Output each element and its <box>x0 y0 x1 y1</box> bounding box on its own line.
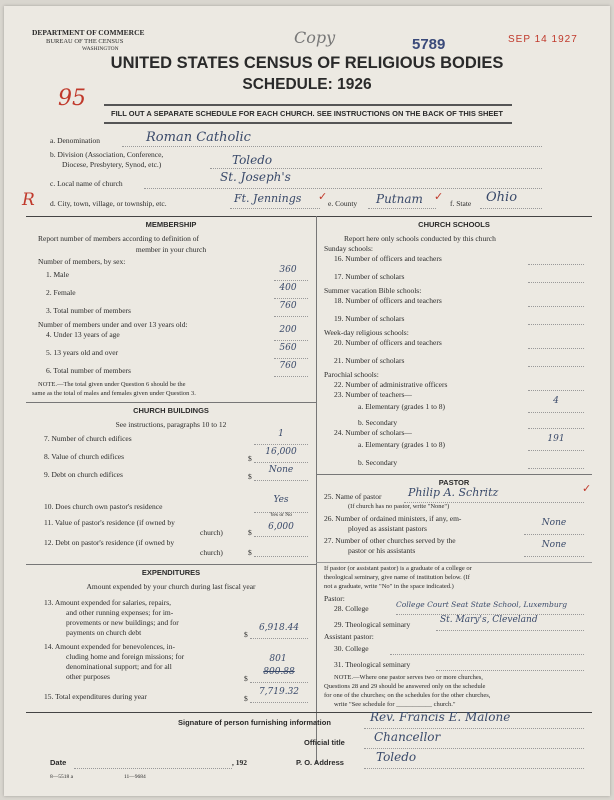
received-stamp: SEP 14 1927 <box>508 34 578 45</box>
graduate-note-3: not a graduate, write "No" in the space indicated.) <box>324 583 454 590</box>
schedule-number: 5789 <box>412 36 446 53</box>
q19-label: 19. Number of scholars <box>334 314 405 323</box>
q10-value: Yes <box>273 495 289 505</box>
membership-intro: Report number of members according to definition of <box>38 234 199 243</box>
q28-value: College Court Seat State School, Luxemburg <box>396 600 568 609</box>
age-label: Number of members under and over 13 years old: <box>38 320 188 329</box>
q24-label: 24. Number of scholars— <box>334 428 412 437</box>
expenditures-heading: EXPENDITURES <box>141 568 201 577</box>
q25-value: Philip A. Schritz <box>408 486 499 499</box>
q29-value: St. Mary's, Cleveland <box>440 615 538 625</box>
dept-label: DEPARTMENT OF COMMERCE <box>32 28 145 37</box>
q26-label: 26. Number of ordained ministers, if any, em- <box>324 514 462 523</box>
bureau-label: BUREAU OF THE CENSUS <box>46 38 124 45</box>
q13-label-4: payments on church debt <box>66 628 142 637</box>
q9-value: None <box>268 465 294 475</box>
q22-label: 22. Number of administrative officers <box>334 380 448 389</box>
denomination-value: Roman Catholic <box>146 130 251 145</box>
division-label-2: Diocese, Presbytery, Synod, etc.) <box>62 160 162 169</box>
expenditures-sub: Amount expended by your church during last fiscal year <box>86 582 256 591</box>
q4-label: 4. Under 13 years of age <box>46 330 120 339</box>
q13-label-2: and other running expenses; for im- <box>66 608 174 617</box>
q10-options: Yes or No <box>269 512 293 518</box>
q6-label: 6. Total number of members <box>46 366 131 375</box>
q5-label: 5. 13 years old and over <box>46 348 119 357</box>
parochial-label: Parochial schools: <box>324 370 379 379</box>
signature-label: Signature of person furnishing information <box>178 718 331 727</box>
assistant-label: Assistant pastor: <box>324 632 374 641</box>
pastor-label: Pastor: <box>324 594 345 603</box>
check-mark-icon: ✓ <box>434 191 444 203</box>
q11-value: 6,000 <box>268 522 294 532</box>
q29-label: 29. Theological seminary <box>334 620 411 629</box>
q16-label: 16. Number of officers and teachers <box>334 254 442 263</box>
q27-label-2: pastor or his assistants <box>348 546 416 555</box>
q18-label: 18. Number of officers and teachers <box>334 296 442 305</box>
weekday-label: Week-day religious schools: <box>324 328 409 337</box>
pastor-heading: PASTOR <box>438 478 470 487</box>
q17-label: 17. Number of scholars <box>334 272 405 281</box>
q27-label: 27. Number of other churches served by the <box>324 536 456 545</box>
instructions: FILL OUT A SEPARATE SCHEDULE FOR EACH CHURCH. SEE INSTRUCTIONS ON THE BACK OF THIS SHEET <box>111 109 503 118</box>
q1-value: 360 <box>279 265 297 275</box>
official-title-value: Chancellor <box>374 730 441 744</box>
county-label: e. County <box>328 199 358 208</box>
check-mark-icon: ✓ <box>582 483 592 495</box>
form-code-2: 11—9684 <box>124 774 146 780</box>
summer-label: Summer vacation Bible schools: <box>324 286 422 295</box>
county-value: Putnam <box>376 192 423 206</box>
q6-value: 760 <box>279 361 297 371</box>
date-year: , 192 <box>232 758 247 767</box>
copy-mark: Copy <box>294 28 336 47</box>
q14-label-3: denominational support; and for all <box>66 662 172 671</box>
by-sex-label: Number of members, by sex: <box>38 257 126 266</box>
q23b-label: b. Secondary <box>358 418 398 427</box>
q20-label: 20. Number of officers and teachers <box>334 338 442 347</box>
graduate-note-2: theological seminary, give name of institution below. (If <box>324 574 470 581</box>
q27-value: None <box>541 540 567 550</box>
q13-label: 13. Amount expended for salaries, repairs, <box>44 598 172 607</box>
q4-value: 200 <box>279 325 297 335</box>
page-title: UNITED STATES CENSUS OF RELIGIOUS BODIES <box>110 54 504 72</box>
q12-label: 12. Debt on pastor's residence (if owned by <box>44 538 175 547</box>
q8-value: 16,000 <box>265 447 297 457</box>
q24a-value: 191 <box>547 434 565 444</box>
q10-label: 10. Does church own pastor's residence <box>44 502 163 511</box>
state-value: Ohio <box>486 190 518 205</box>
membership-intro-2: member in your church <box>135 245 207 254</box>
q25-note: (If church has no pastor, write "None") <box>348 503 450 510</box>
q11-label: 11. Value of pastor's residence (if owned by <box>44 518 175 527</box>
q13-value: 6,918.44 <box>258 623 300 633</box>
q12-label-2: church) <box>200 548 223 557</box>
q24b-label: b. Secondary <box>358 458 398 467</box>
q3-label: 3. Total number of members <box>46 306 131 315</box>
q2-value: 400 <box>279 283 297 293</box>
q26-label-2: ployed as assistant pastors <box>348 524 427 533</box>
q14-label: 14. Amount expended for benevolences, in- <box>44 642 176 651</box>
graduate-note: If pastor (or assistant pastor) is a graduate of a college or <box>324 565 472 572</box>
q14-value-corrected: 801 <box>269 654 287 664</box>
pastor-note-3: for one of the churches; on the schedules for the other churches, <box>324 692 491 699</box>
pastor-note: NOTE.—Where one pastor serves two or more churches, <box>334 674 483 681</box>
pastor-note-4: write "See schedule for ___________ church." <box>334 701 456 708</box>
q5-value: 560 <box>279 343 297 353</box>
buildings-heading: CHURCH BUILDINGS <box>133 406 209 415</box>
q25-label: 25. Name of pastor <box>324 492 382 501</box>
division-value: Toledo <box>232 153 273 167</box>
membership-note-2: same as the total of males and females given under Question 3. <box>32 390 196 397</box>
check-mark-icon: ✓ <box>318 191 328 203</box>
membership-heading: MEMBERSHIP <box>145 220 197 229</box>
form-code: 8—5518 a <box>50 774 74 780</box>
schools-intro: Report here only schools conducted by this church <box>344 234 496 243</box>
schedule-title: SCHEDULE: 1926 <box>242 76 372 93</box>
q7-value: 1 <box>278 429 284 439</box>
buildings-sub: See instructions, paragraphs 10 to 12 <box>115 420 227 429</box>
q30-label: 30. College <box>334 644 369 653</box>
official-title-label: Official title <box>304 738 345 747</box>
sunday-label: Sunday schools: <box>324 244 373 253</box>
city-label: WASHINGTON <box>82 46 119 52</box>
po-address-label: P. O. Address <box>296 758 344 767</box>
margin-mark: R <box>22 190 35 210</box>
po-address-value: Toledo <box>376 750 417 764</box>
division-label: b. Division (Association, Conference, <box>50 150 164 159</box>
q13-label-3: provements or new buildings; and for <box>66 618 179 627</box>
q3-value: 760 <box>279 301 297 311</box>
q14-label-4: other purposes <box>66 672 110 681</box>
q9-label: 9. Debt on church edifices <box>44 470 123 479</box>
q11-label-2: church) <box>200 528 223 537</box>
q31-label: 31. Theological seminary <box>334 660 411 669</box>
state-label: f. State <box>450 199 472 208</box>
q23-label: 23. Number of teachers— <box>334 390 412 399</box>
census-schedule-page: DEPARTMENT OF COMMERCE BUREAU OF THE CENSUS WASHINGTON Copy 5789 SEP 14 1927 UNITED STATES CENSUS OF RELIGIOUS BODIES SCHEDULE: 1926 95 FILL OUT A SEPARATE SCHEDULE FOR EACH CHURCH. SEE INSTRUCTIONS ON THE BACK OF THIS SHEET a. Denomination Roman Catholic b. Division (Association, Conference, Diocese, Presbytery, Synod, etc.) Toledo c. Local name of church St. Joseph's R d. City, town, village, or township, etc. Ft. Jennings ✓ e. County Putnam ✓ f. State Ohio MEMBERSHIP Report number of members according to definition of member in your church Number of members, by sex: 1. Male 360 2. Female 400 3. Total number of members 760 Number of members under and over 13 years old: 4. Under 13 years of age 200 5. 13 years old and over 560 6. Total number of members 760 NOTE.—The total given under Question 6 should be the same as the total of males and females given under Question 3. CHURCH BUILDINGS See instructions, paragraphs 10 to 12 7. Number of church edifices 1 8. Value of church edifices $ 16,000 9. Debt on church edifices $ None 10. Does church own pastor's residence Yes Yes or No 11. Value of pastor's residence (if owned by church) $ 6,000 12. Debt on pastor's residence (if owned by church) $ EXPENDITURES Amount expended by your church during last fiscal year 13. Amount expended for salaries, repairs, and other running expenses; for im- provements or new buildings; and for payments on church debt $ 6,918.44 14. Amount expended for benevolences, in- cluding home and foreign missions; for denominational support; and for all other purposes 801 $ 800.88 15. Total expenditures during year $ 7,719.32 CHURCH SCHOOLS Report here only schools conducted by this church Sunday schools: 16. Number of officers and teachers 17. Number of scholars Summer vacation Bible schools: 18. Number of officers and teachers 19. Number of scholars Week-day religious schools: 20. Number of officers and teachers 21. Number of scholars Parochial schools: 22. Number of administrative officers 23. Number of teachers— a. Elementary (grades 1 to 8) 4 b. Secondary 24. Number of scholars— a. Elementary (grades 1 to 8) 191 b. Secondary PASTOR 25. Name of pastor Philip A. Schritz ✓ (If church has no pastor, write "None") 26. Number of ordained ministers, if any, em- ployed as assistant pastors None 27. Number of other churches served by the pastor or his assistants None If pastor (or assistant pastor) is a graduate of a college or theological seminary, give name of institution below. (If not a graduate, write "No" in the space indicated.) Pastor: 28. College College Court Seat State School, Luxemburg 29. Theological seminary St. Mary's, Cleveland Assistant pastor: 30. College 31. Theological seminary NOTE.—Where one pastor serves two or more churches, Questions 28 and 29 should be answered only on the schedule for one of the churches; on the schedules for the other churches, write "See schedule for ___________ church." Signature of person furnishing information Rev. Francis E. Malone Official title Chancellor Date , 192 P. O. Address Toledo 8—5518 a 11—9684 <box>4 6 610 796</box>
q2-label: 2. Female <box>46 288 76 297</box>
local-name-label: c. Local name of church <box>50 179 123 188</box>
q23a-value: 4 <box>553 396 559 406</box>
q14-label-2: cluding home and foreign missions; for <box>66 652 185 661</box>
q8-label: 8. Value of church edifices <box>44 452 125 461</box>
city-value: Ft. Jennings <box>234 192 302 205</box>
signature-value: Rev. Francis E. Malone <box>370 710 511 724</box>
q21-label: 21. Number of scholars <box>334 356 405 365</box>
q7-label: 7. Number of church edifices <box>44 434 132 443</box>
local-name-value: St. Joseph's <box>220 170 291 184</box>
city-label: d. City, town, village, or township, etc. <box>50 199 167 208</box>
q24a-label: a. Elementary (grades 1 to 8) <box>358 440 446 449</box>
q28-label: 28. College <box>334 604 369 613</box>
schools-heading: CHURCH SCHOOLS <box>418 220 490 229</box>
q14-value: 800.88 <box>263 667 295 677</box>
pastor-note-2: Questions 28 and 29 should be answered only on the schedule <box>324 683 486 690</box>
denomination-label: a. Denomination <box>50 136 100 145</box>
membership-note: NOTE.—The total given under Question 6 should be the <box>38 381 186 388</box>
q15-value: 7,719.32 <box>258 687 300 697</box>
date-label: Date <box>50 758 67 767</box>
q1-label: 1. Male <box>46 270 69 279</box>
q15-label: 15. Total expenditures during year <box>44 692 147 701</box>
margin-number: 95 <box>58 86 86 111</box>
q26-value: None <box>541 518 567 528</box>
q23a-label: a. Elementary (grades 1 to 8) <box>358 402 446 411</box>
